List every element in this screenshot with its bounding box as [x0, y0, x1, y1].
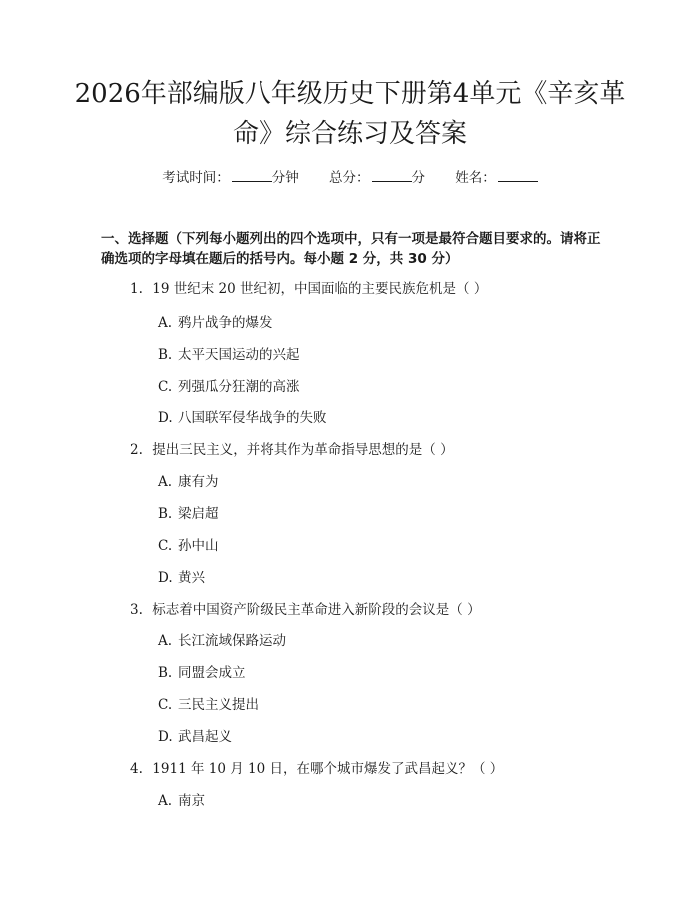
option-text: 八国联军侵华战争的失败	[178, 410, 327, 426]
question-3-option-c	[158, 695, 259, 715]
document-title: 2026年部编版八年级历史下册第4单元《辛亥革命》综合练习及答案	[74, 79, 626, 149]
option-letter: D.	[158, 570, 173, 586]
option-letter: B.	[158, 506, 173, 522]
option-letter: B.	[158, 665, 173, 681]
option-text: 长江流域保路运动	[178, 633, 286, 649]
exam-time-field	[162, 168, 299, 188]
option-text: 同盟会成立	[178, 665, 246, 681]
option-text: 武昌起义	[178, 729, 232, 745]
option-letter: A.	[158, 474, 173, 490]
exam-time-label: 考试时间：	[162, 170, 230, 186]
option-letter: A.	[158, 793, 173, 809]
name-field	[455, 168, 538, 188]
total-score-field	[329, 168, 425, 188]
question-1-option-a	[158, 313, 273, 333]
section-heading: 一、选择题（下列每小题列出的四个选项中，只有一项是最符合题目要求的。请将正确选项的字母填在题后的括号内。每小题 2 分，共 30 分）	[101, 231, 601, 267]
option-text: 三民主义提出	[178, 697, 259, 713]
total-score-label: 总分：	[329, 170, 370, 186]
option-text: 太平天国运动的兴起	[178, 347, 300, 363]
exam-time-blank	[232, 168, 272, 182]
question-4	[130, 759, 503, 779]
option-text: 梁启超	[178, 506, 219, 522]
option-letter: A.	[158, 315, 173, 331]
total-score-blank	[372, 168, 412, 182]
question-text: 标志着中国资产阶级民主革命进入新阶段的会议是（ ）	[152, 602, 481, 618]
question-number: 4.	[130, 761, 143, 777]
option-text: 列强瓜分狂潮的高涨	[178, 379, 300, 395]
option-letter: A.	[158, 633, 173, 649]
question-2-option-c	[158, 536, 219, 556]
question-number: 3.	[130, 602, 143, 618]
question-1-option-b	[158, 345, 300, 365]
question-text: 提出三民主义，并将其作为革命指导思想的是（ ）	[152, 442, 454, 458]
option-text: 南京	[178, 793, 205, 809]
option-text: 鸦片战争的爆发	[178, 315, 273, 331]
option-letter: C.	[158, 697, 173, 713]
question-2	[130, 440, 454, 460]
name-blank	[498, 168, 538, 182]
option-letter: C.	[158, 379, 173, 395]
option-text: 康有为	[178, 474, 219, 490]
question-number: 2.	[130, 442, 143, 458]
question-text: 19 世纪末 20 世纪初，中国面临的主要民族危机是（ ）	[152, 281, 488, 297]
question-2-option-b	[158, 504, 219, 524]
option-letter: C.	[158, 538, 173, 554]
name-label: 姓名：	[455, 170, 496, 186]
exam-info-line	[0, 168, 700, 188]
option-letter: D.	[158, 410, 173, 426]
question-3-option-a	[158, 631, 286, 651]
question-1-option-c	[158, 377, 300, 397]
option-letter: B.	[158, 347, 173, 363]
total-score-unit: 分	[411, 170, 425, 186]
question-2-option-d	[158, 568, 205, 588]
question-2-option-a	[158, 472, 219, 492]
question-4-option-a	[158, 791, 205, 811]
option-text: 黄兴	[178, 570, 205, 586]
exam-time-unit: 分钟	[271, 170, 299, 186]
question-1	[130, 279, 487, 299]
question-1-option-d	[158, 408, 327, 428]
option-text: 孙中山	[178, 538, 219, 554]
question-3-option-d	[158, 727, 232, 747]
question-3-option-b	[158, 663, 246, 683]
question-number: 1.	[130, 281, 143, 297]
question-text: 1911 年 10 月 10 日，在哪个城市爆发了武昌起义？（ ）	[152, 761, 504, 777]
option-letter: D.	[158, 729, 173, 745]
question-3	[130, 600, 481, 620]
